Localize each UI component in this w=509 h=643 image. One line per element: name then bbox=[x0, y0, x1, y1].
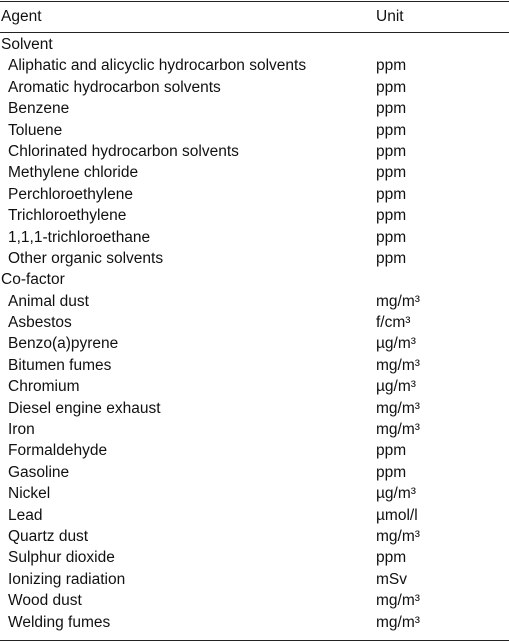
table-row bbox=[0, 547, 509, 568]
agent-cell: Sulphur dioxide bbox=[8, 549, 115, 567]
table-row bbox=[0, 312, 509, 333]
unit-cell: µg/m³ bbox=[376, 378, 416, 396]
table-row bbox=[0, 483, 509, 504]
table-row bbox=[0, 440, 509, 461]
agent-cell: Perchloroethylene bbox=[8, 185, 133, 203]
unit-cell: mg/m³ bbox=[376, 356, 420, 374]
section-header bbox=[0, 34, 509, 55]
agent-cell: Benzene bbox=[8, 100, 70, 118]
table-row bbox=[0, 248, 509, 269]
agent-cell: Asbestos bbox=[8, 314, 72, 332]
unit-cell: ppm bbox=[376, 249, 407, 267]
table-row bbox=[0, 526, 509, 547]
unit-cell: ppm bbox=[376, 463, 407, 481]
unit-cell: µmol/l bbox=[376, 506, 418, 524]
table-row bbox=[0, 227, 509, 248]
unit-cell: mg/m³ bbox=[376, 592, 420, 610]
table-row bbox=[0, 184, 509, 205]
table-row bbox=[0, 462, 509, 483]
unit-cell: µg/m³ bbox=[376, 335, 416, 353]
header-agent: Agent bbox=[1, 8, 42, 25]
agent-cell: Trichloroethylene bbox=[8, 207, 127, 225]
unit-cell: ppm bbox=[376, 164, 407, 182]
table-row bbox=[0, 205, 509, 226]
table-row bbox=[0, 120, 509, 141]
table-row bbox=[0, 355, 509, 376]
section-title: Co-factor bbox=[1, 271, 65, 289]
table-row bbox=[0, 505, 509, 526]
section-title: Solvent bbox=[1, 36, 53, 53]
unit-cell: ppm bbox=[376, 121, 407, 139]
agent-cell: Nickel bbox=[8, 485, 51, 503]
agent-cell: Methylene chloride bbox=[8, 164, 139, 182]
agent-cell: Animal dust bbox=[8, 292, 89, 310]
table-row bbox=[0, 77, 509, 98]
table-row bbox=[0, 291, 509, 312]
table-body bbox=[0, 34, 509, 633]
agent-cell: Gasoline bbox=[8, 463, 70, 481]
table-row bbox=[0, 398, 509, 419]
agent-cell: Aliphatic and alicyclic hydrocarbon solvents bbox=[8, 57, 307, 75]
agent-cell: 1,1,1-trichloroethane bbox=[8, 228, 151, 246]
unit-cell: ppm bbox=[376, 78, 407, 96]
table-row bbox=[0, 376, 509, 397]
unit-cell: f/cm³ bbox=[376, 314, 411, 332]
agent-cell: Wood dust bbox=[8, 592, 82, 610]
unit-cell: µg/m³ bbox=[376, 485, 416, 503]
table-row bbox=[0, 590, 509, 611]
agent-cell: Formaldehyde bbox=[8, 442, 108, 460]
agent-cell: Other organic solvents bbox=[8, 249, 164, 267]
table-row bbox=[0, 55, 509, 76]
unit-cell: mg/m³ bbox=[376, 421, 420, 439]
section-header bbox=[0, 269, 509, 290]
unit-cell: mSv bbox=[376, 570, 407, 588]
agent-cell: Aromatic hydrocarbon solvents bbox=[8, 78, 221, 96]
unit-cell: ppm bbox=[376, 100, 407, 118]
unit-cell: mg/m³ bbox=[376, 399, 420, 417]
table-row bbox=[0, 612, 509, 633]
agent-cell: Lead bbox=[8, 506, 43, 524]
unit-cell: mg/m³ bbox=[376, 292, 420, 310]
header-unit: Unit bbox=[376, 8, 404, 25]
unit-cell: ppm bbox=[376, 207, 407, 225]
agent-cell: Bitumen fumes bbox=[8, 356, 112, 374]
table-row bbox=[0, 98, 509, 119]
agent-cell: Iron bbox=[8, 421, 35, 439]
agent-cell: Toluene bbox=[8, 121, 63, 139]
agent-cell: Ionizing radiation bbox=[8, 570, 126, 588]
table-row bbox=[0, 333, 509, 354]
agent-cell: Chlorinated hydrocarbon solvents bbox=[8, 142, 239, 160]
agent-cell: Chromium bbox=[8, 378, 80, 396]
table-row bbox=[0, 162, 509, 183]
unit-cell: mg/m³ bbox=[376, 527, 420, 545]
agent-cell: Quartz dust bbox=[8, 527, 89, 545]
unit-cell: ppm bbox=[376, 185, 407, 203]
unit-cell: ppm bbox=[376, 228, 407, 246]
agent-cell: Diesel engine exhaust bbox=[8, 399, 161, 417]
unit-cell: ppm bbox=[376, 442, 407, 460]
unit-cell: ppm bbox=[376, 142, 407, 160]
table-bottom-rule bbox=[0, 640, 509, 641]
table-row bbox=[0, 569, 509, 590]
table-row bbox=[0, 141, 509, 162]
table-top-rule bbox=[0, 1, 509, 2]
unit-cell: ppm bbox=[376, 549, 407, 567]
agent-cell: Benzo(a)pyrene bbox=[8, 335, 119, 353]
table-header-rule bbox=[0, 32, 509, 33]
unit-cell: ppm bbox=[376, 57, 407, 75]
agent-cell: Welding fumes bbox=[8, 613, 111, 631]
table-row bbox=[0, 419, 509, 440]
table-header bbox=[0, 5, 509, 29]
unit-cell: mg/m³ bbox=[376, 613, 420, 631]
